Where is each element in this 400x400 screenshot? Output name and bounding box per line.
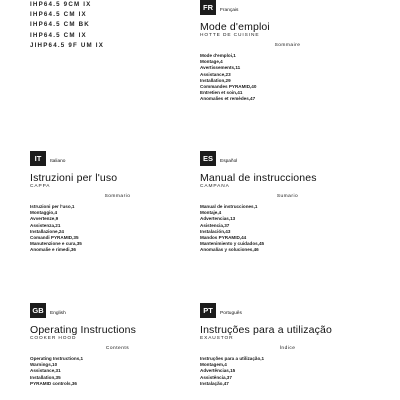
language-badge: GB <box>30 303 46 318</box>
language-badge: FR <box>200 0 216 15</box>
toc-item: Avertissements,11 <box>200 65 241 71</box>
toc-item: Operating Instructions,1 <box>30 356 84 361</box>
toc-item: Installation,35 <box>30 374 61 380</box>
section-title: Istruzioni per l'uso <box>30 172 118 184</box>
language-name: Español <box>220 159 238 164</box>
toc-item: Instruções para a utilização,1 <box>200 356 265 361</box>
toc-item: Assistance,23 <box>200 71 231 77</box>
table-of-contents <box>30 204 205 254</box>
model-line: IHP64.5 CM IX <box>30 11 87 19</box>
toc-item: Montagem,4 <box>200 362 227 368</box>
summary-label: Contents <box>105 346 130 351</box>
table-of-contents <box>200 356 375 387</box>
language-header <box>200 303 375 319</box>
toc-item: Advertencias,13 <box>200 216 236 222</box>
language-header <box>30 303 205 319</box>
summary-label: Sommario <box>104 194 131 199</box>
toc-item: Anomalies et remèdes,47 <box>200 96 256 102</box>
toc-item: Installation,29 <box>200 77 231 83</box>
toc-item: Warnings,10 <box>30 362 58 368</box>
toc-item: Assistência,37 <box>200 374 232 380</box>
section-es <box>200 151 375 254</box>
toc-item: Mandos PYRAMID,44 <box>200 235 247 241</box>
summary-label: Sumario <box>276 194 299 199</box>
section-gb <box>30 303 205 387</box>
toc-item: Manual de instrucciones,1 <box>200 204 258 209</box>
section-title: Mode d'emploi <box>200 21 270 33</box>
toc-item: Avvertenze,9 <box>30 216 59 222</box>
toc-item: Commandes PYRAMID,40 <box>200 84 257 90</box>
toc-item: Istruzioni per l'uso,1 <box>30 204 75 209</box>
toc-item: Montage,4 <box>200 59 223 65</box>
section-fr <box>200 0 375 103</box>
toc-item: Assistenza,21 <box>30 222 61 228</box>
toc-item: Installazione,24 <box>30 228 64 234</box>
model-list <box>30 0 180 51</box>
section-pt <box>200 303 375 387</box>
section-subtitle: COOKER HOOD <box>30 336 77 341</box>
model-line: IHP64.5 CM BK <box>30 21 90 29</box>
language-header <box>200 151 375 167</box>
section-subtitle: HOTTE DE CUISINE <box>200 33 260 38</box>
section-subtitle: CAMPANA <box>200 184 230 189</box>
section-title: Manual de instrucciones <box>200 172 317 184</box>
section-subtitle: CAPPA <box>30 184 51 189</box>
table-of-contents <box>200 204 375 254</box>
toc-item: Montaje,4 <box>200 210 222 216</box>
language-badge: ES <box>200 151 216 166</box>
summary-label: Índice <box>279 346 296 351</box>
toc-item: Instalación,43 <box>200 228 231 234</box>
toc-item: Asistencia,37 <box>200 222 230 228</box>
model-line: IHP64.5 9CM IX <box>30 1 92 8</box>
language-name: Português <box>220 311 242 316</box>
toc-item: Assistance,31 <box>30 368 61 374</box>
toc-item: Anomalie e rimedi,36 <box>30 247 76 253</box>
section-title: Instruções para a utilização <box>200 324 333 336</box>
language-badge: PT <box>200 303 216 318</box>
model-line: JIHP64.5 9F UM IX <box>30 41 105 49</box>
toc-item: Manutenzione e cura,35 <box>30 241 82 247</box>
toc-item: Instalação,47 <box>200 380 229 386</box>
table-of-contents <box>200 53 375 103</box>
section-title: Operating Instructions <box>30 324 137 336</box>
section-subtitle: EXAUSTOR <box>200 336 234 341</box>
toc-item: Montaggio,4 <box>30 210 58 216</box>
language-name: Français <box>220 8 239 13</box>
toc-item: Anomalías y soluciones,46 <box>200 247 259 253</box>
language-badge: IT <box>30 151 46 166</box>
language-header <box>200 0 375 16</box>
toc-item: Mode d'emploi,1 <box>200 53 236 58</box>
language-name: English <box>50 311 66 316</box>
toc-item: Entretien et soin,41 <box>200 90 243 96</box>
language-name: Italiano <box>50 159 66 164</box>
toc-item: Mantenimiento y cuidados,45 <box>200 241 265 247</box>
toc-item: Comandi PYRAMID,35 <box>30 235 79 241</box>
language-header <box>30 151 205 167</box>
table-of-contents <box>30 356 205 387</box>
summary-label: Sommaire <box>274 43 301 48</box>
toc-item: Advertências,15 <box>200 368 236 374</box>
model-line: IHP64.5 CM IX <box>30 31 87 39</box>
toc-item: PYRAMID controls,36 <box>30 380 77 386</box>
section-it <box>30 151 205 254</box>
